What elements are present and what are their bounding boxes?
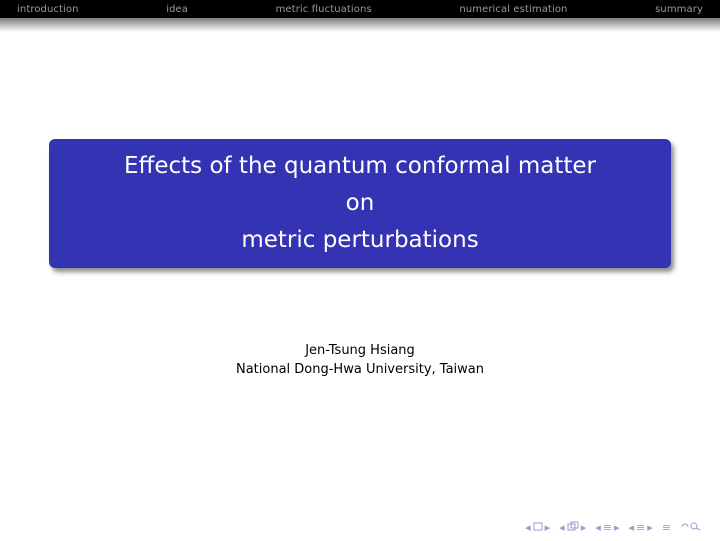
- title-line-1: Effects of the quantum conformal matter: [123, 153, 597, 179]
- subsection-left-icon[interactable]: ◂: [559, 521, 565, 534]
- author-name: Jen-Tsung Hsiang: [305, 343, 415, 358]
- right-arrow-icon[interactable]: ▸: [544, 521, 551, 534]
- nav-summary[interactable]: summary: [655, 3, 703, 15]
- title-line-2: on: [345, 190, 375, 216]
- subsection-right-icon[interactable]: ▸: [580, 521, 587, 534]
- section-left-icon[interactable]: ◂: [595, 521, 601, 534]
- doc-right-icon[interactable]: ▸: [647, 521, 653, 534]
- title-box: [49, 139, 671, 268]
- section-icon[interactable]: ≡: [602, 521, 612, 534]
- nav-numerical-estimation[interactable]: numerical estimation: [459, 3, 568, 15]
- doc-icon[interactable]: ≡: [636, 521, 646, 534]
- left-arrow-icon[interactable]: ◂: [525, 521, 531, 534]
- subsection-icon[interactable]: [567, 521, 579, 534]
- align-icon[interactable]: ≡: [661, 521, 671, 534]
- nav-metric-fluctuations[interactable]: metric fluctuations: [275, 3, 372, 15]
- section-navbar: [0, 0, 720, 18]
- title-line-3: metric perturbations: [241, 227, 479, 253]
- frame-icon[interactable]: [533, 521, 543, 534]
- search-icon[interactable]: [680, 521, 702, 534]
- doc-left-icon[interactable]: ◂: [628, 521, 635, 534]
- nav-idea[interactable]: idea: [166, 3, 188, 15]
- author-block: [0, 341, 720, 379]
- section-right-icon[interactable]: ▸: [613, 521, 620, 534]
- beamer-navigation: [525, 521, 702, 534]
- author-affiliation: National Dong-Hwa University, Taiwan: [235, 362, 484, 377]
- nav-introduction[interactable]: introduction: [17, 3, 79, 15]
